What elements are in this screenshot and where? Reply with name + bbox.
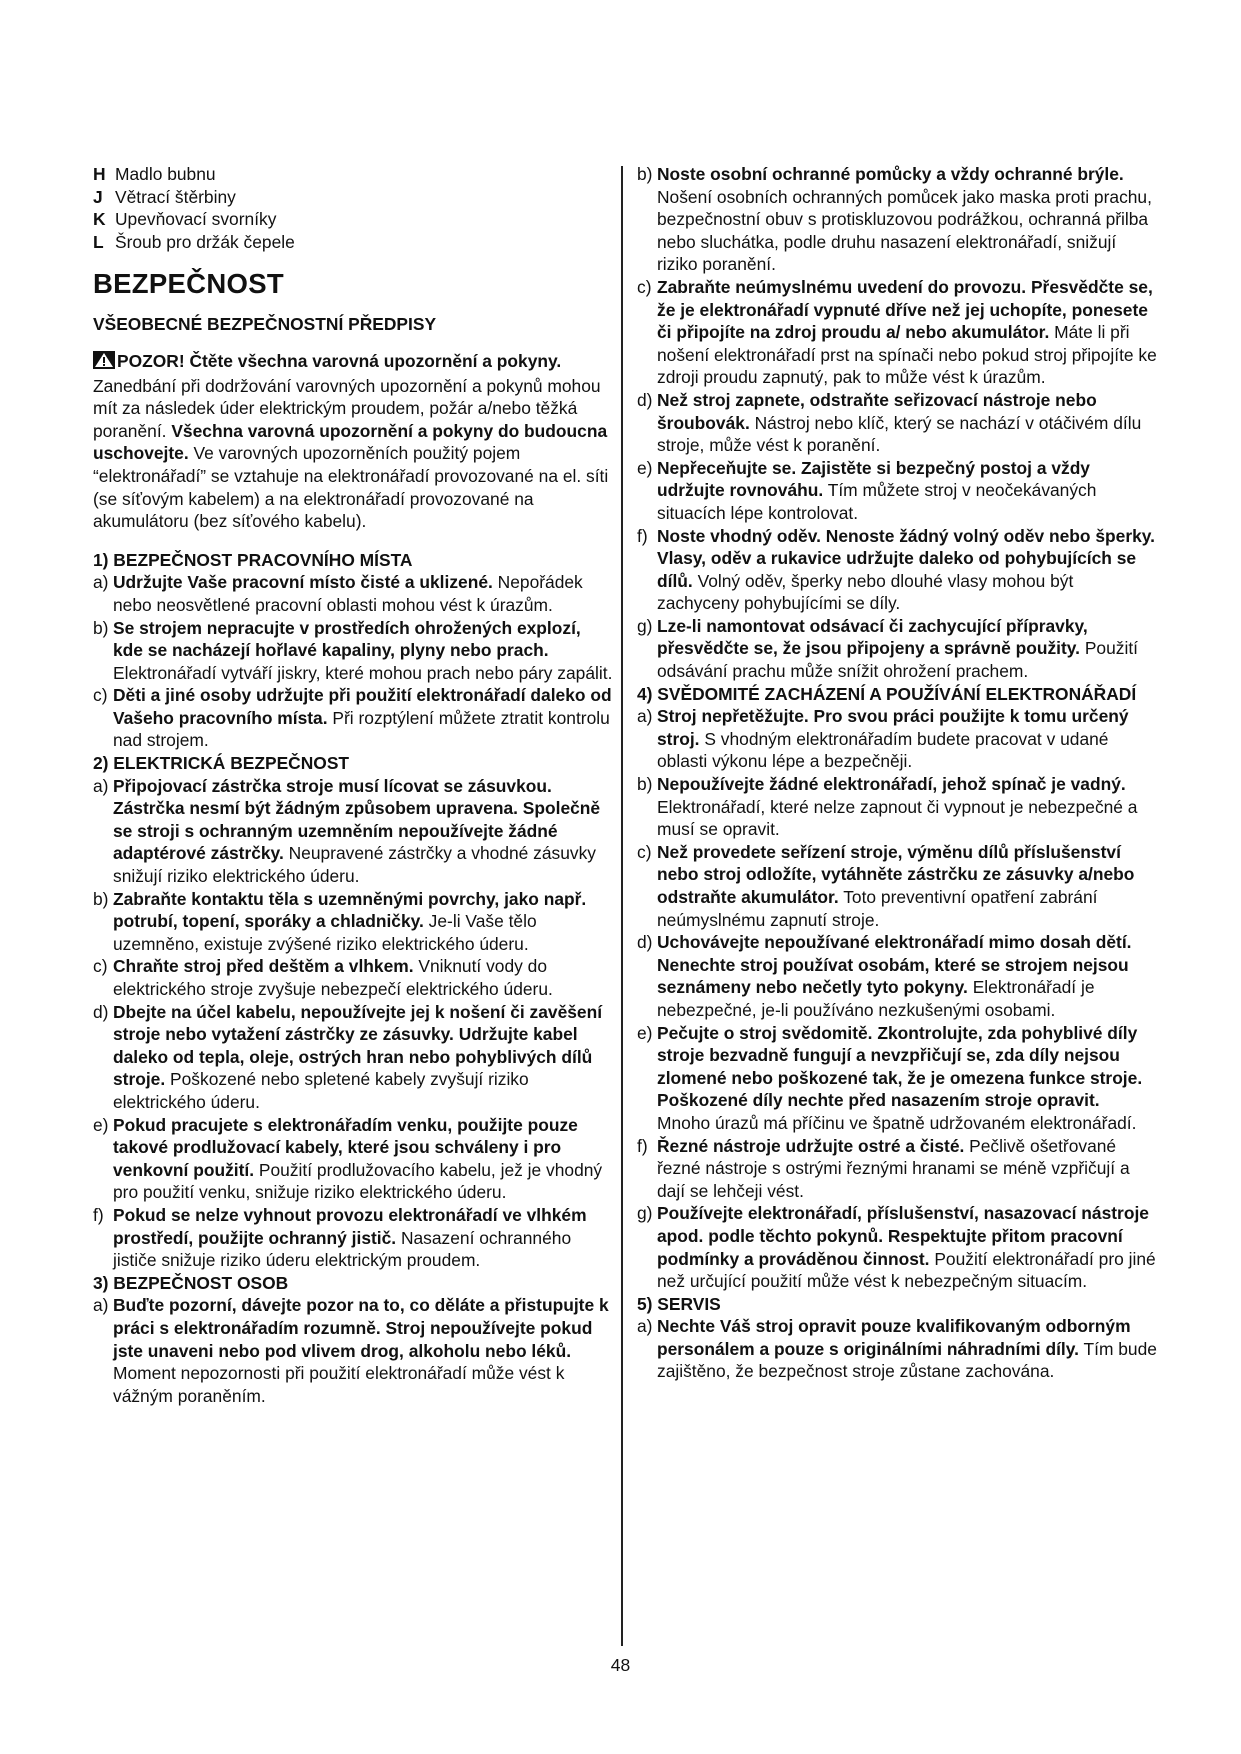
section-title: 1) BEZPEČNOST PRACOVNÍHO MÍSTA xyxy=(93,549,413,570)
section-title: 5) SERVIS xyxy=(637,1293,721,1314)
parts-legend xyxy=(93,163,613,253)
legend-item: L Šroub pro držák čepele xyxy=(93,231,295,252)
list-item: e) Pokud pracujete s elektronářadím venku, použijte pouze takové prodlužovací kabely, které jsou schváleny i pro venkovní použití. Použití prodlužovacího kabelu, jež je vhodný pro použití venku, snižuje riziko elektrického úderu. xyxy=(93,1114,603,1203)
list-item: a) Nechte Váš stroj opravit pouze kvalifikovaným odborným personálem a pouze s originálními náhradními díly. Tím bude zajištěno, že bezpečnost stroje zůstane zachována. xyxy=(637,1316,1157,1382)
column-divider xyxy=(621,166,623,1646)
legend-item: J Větrací štěrbiny xyxy=(93,186,236,207)
list-item: a) Buďte pozorní, dávejte pozor na to, co děláte a přistupujte k práci s elektronářadím rozumně. Stroj nepoužívejte pokud jste unaveni nebo pod vlivem drog, alkoholu nebo léků. Moment nepozornosti při použití elektronářadí může vést k vážným poraněním. xyxy=(93,1295,609,1406)
list-item: b) Nepoužívejte žádné elektronářadí, jehož spínač je vadný. Elektronářadí, které nelze zapnout či vypnout je nebezpečné a musí se opravit. xyxy=(637,774,1138,840)
list-item: f) Řezné nástroje udržujte ostré a čisté. Pečlivě ošetřované řezné nástroje s ostrými řeznými hranami se méně vzpřičují a dají se lehčeji vést. xyxy=(637,1135,1130,1201)
list-item: a) Udržujte Vaše pracovní místo čisté a uklizené. Nepořádek nebo neosvětlené pracovní oblasti mohou vést k úrazům. xyxy=(93,572,583,615)
list-item: g) Lze-li namontovat odsávací či zachycující přípravky, přesvědčte se, že jsou připojeny a správně použity. Použití odsávání prachu může snížit ohrožení prachem. xyxy=(637,615,1138,682)
list-item: a) Stroj nepřetěžujte. Pro svou práci použijte k tomu určený stroj. S vhodným elektronářadím budete pracovat v udané oblasti výkonu lépe a bezpečněji. xyxy=(637,706,1129,772)
section-title: 4) SVĚDOMITÉ ZACHÁZENÍ A POUŽÍVÁNÍ ELEKTRONÁŘADÍ xyxy=(637,683,1137,704)
list-item: b) Zabraňte kontaktu těla s uzemněnými povrchy, jako např. potrubí, topení, sporáky a chladničky. Je-li Vaše tělo uzemněno, existuje zvýšené riziko elektrického úderu. xyxy=(93,888,587,954)
list-item: b) Se strojem nepracujte v prostředích ohrožených explozí, kde se nacházejí hořlavé kapaliny, plyny nebo prach. Elektronářadí vytváří jiskry, které mohou prach nebo páry zapálit. xyxy=(93,617,613,683)
list-item: c) Než provedete seřízení stroje, výměnu dílů příslušenství nebo stroj odložíte, vytáhněte zástrčku ze zásuvky a/nebo odstraňte akumulátor. Toto preventivní opatření zabrání neúmyslnému zapnutí stroje. xyxy=(637,841,1135,930)
warning-paragraph: POZOR! Čtěte všechna varovná upozornění a pokyny. Zanedbání při dodržování varovných upozornění a pokynů mohou mít za následek úder elektrickým proudem, požár a/nebo těžká poranění. Všechna varovná upozornění a pokyny do budoucna uschovejte. Ve varovných upozorněních použitý pojem “elektronářadí” se vztahuje na elektronářadí provozované na el. síti (se síťovým kabelem) a na elektronářadí provozované na akumulátoru (bez síťového kabelu). xyxy=(93,350,609,532)
list-item: e) Pečujte o stroj svědomitě. Zkontrolujte, zda pohyblivé díly stroje bezvadně fungují a nevzpřičují se, zda díly nejsou zlomené nebo poškozené tak, že je omezena funkce stroje. Poškozené díly nechte před nasazením stroje opravit. Mnoho úrazů má příčinu ve špatně udržovaném elektronářadí. xyxy=(637,1022,1143,1133)
page-number: 48 xyxy=(610,1655,631,1675)
warning-triangle-icon xyxy=(93,351,115,375)
list-item: f) Noste vhodný oděv. Nenoste žádný volný oděv nebo šperky. Vlasy, oděv a rukavice udržujte daleko od pohybujících se dílů. Volný oděv, šperky nebo dlouhé vlasy mohou být zachyceny pohybujícími se díly. xyxy=(637,525,1156,614)
section-title: 3) BEZPEČNOST OSOB xyxy=(93,1272,289,1293)
list-item: e) Nepřeceňujte se. Zajistěte si bezpečný postoj a vždy udržujte rovnováhu. Tím můžete stroj v neočekávaných situacích lépe kontrolovat. xyxy=(637,457,1097,523)
right-column xyxy=(637,163,1157,1383)
list-item: d) Než stroj zapnete, odstraňte seřizovací nástroje nebo šroubovák. Nástroj nebo klíč, který se nachází v otáčivém dílu stroje, může vést k poranění. xyxy=(637,389,1142,456)
subheading: VŠEOBECNÉ BEZPEČNOSTNÍ PŘEDPISY xyxy=(93,314,437,335)
list-item: a) Připojovací zástrčka stroje musí lícovat se zásuvkou. Zástrčka nesmí být žádným způsobem upravena. Společně se stroji s ochranným uzemněním nepoužívejte žádné adaptérové zástrčky. Neupravené zástrčky a vhodné zásuvky snižují riziko elektrického úderu. xyxy=(93,775,601,887)
list-item: g) Používejte elektronářadí, příslušenství, nasazovací nástroje apod. podle těchto pokynů. Respektujte přitom pracovní podmínky a prováděnou činnost. Použití elektronářadí pro jiné než určující použití může vést k nebezpečným situacím. xyxy=(637,1203,1156,1292)
list-item: f) Pokud se nelze vyhnout provozu elektronářadí ve vlhkém prostředí, použijte ochranný jistič. Nasazení ochranného jističe snižuje riziko úderu elektrickým proudem. xyxy=(93,1204,587,1271)
list-item: d) Dbejte na účel kabelu, nepoužívejte jej k nošení či zavěšení stroje nebo vytažení zástrčky ze zásuvky. Udržujte kabel daleko od tepla, oleje, ostrých hran nebo pohyblivých dílů stroje. Poškozené nebo spletené kabely zvyšují riziko elektrického úderu. xyxy=(93,1001,603,1112)
list-item: c) Chraňte stroj před deštěm a vlhkem. Vniknutí vody do elektrického stroje zvyšuje nebezpečí elektrického úderu. xyxy=(93,956,553,999)
left-column xyxy=(93,163,613,1407)
legend-item: K Upevňovací svorníky xyxy=(93,209,277,230)
section-title: 2) ELEKTRICKÁ BEZPEČNOST xyxy=(93,753,350,774)
list-item: c) Děti a jiné osoby udržujte při použití elektronářadí daleko od Vašeho pracovního místa. Při rozptýlení můžete ztratit kontrolu nad strojem. xyxy=(93,685,612,751)
list-item: c) Zabraňte neúmyslnému uvedení do provozu. Přesvědčte se, že je elektronářadí vypnuté dříve než jej uchopíte, ponesete či připojíte na zdroj proudu a/ nebo akumulátor. Máte li při nošení elektronářadí prst na spínači nebo pokud stroj připojíte ke zdroji proudu zapnutý, pak to může vést k úrazům. xyxy=(637,276,1157,388)
page-title: BEZPEČNOST xyxy=(93,268,284,300)
list-item: d) Uchovávejte nepoužívané elektronářadí mimo dosah dětí. Nenechte stroj používat osobám, které se strojem nejsou seznámeny nebo nečetly tyto pokyny. Elektronářadí je nebezpečné, je-li používáno nezkušenými osobami. xyxy=(637,932,1132,1020)
list-item: b) Noste osobní ochranné pomůcky a vždy ochranné brýle. Nošení osobních ochranných pomůcek jako maska proti prachu, bezpečnostní obuv s protiskluzovou podrážkou, ochranná přilba nebo sluchátka, podle druhu nasazení elektronářadí, snižují riziko poranění. xyxy=(637,164,1152,275)
legend-item: H Madlo bubnu xyxy=(93,164,216,184)
